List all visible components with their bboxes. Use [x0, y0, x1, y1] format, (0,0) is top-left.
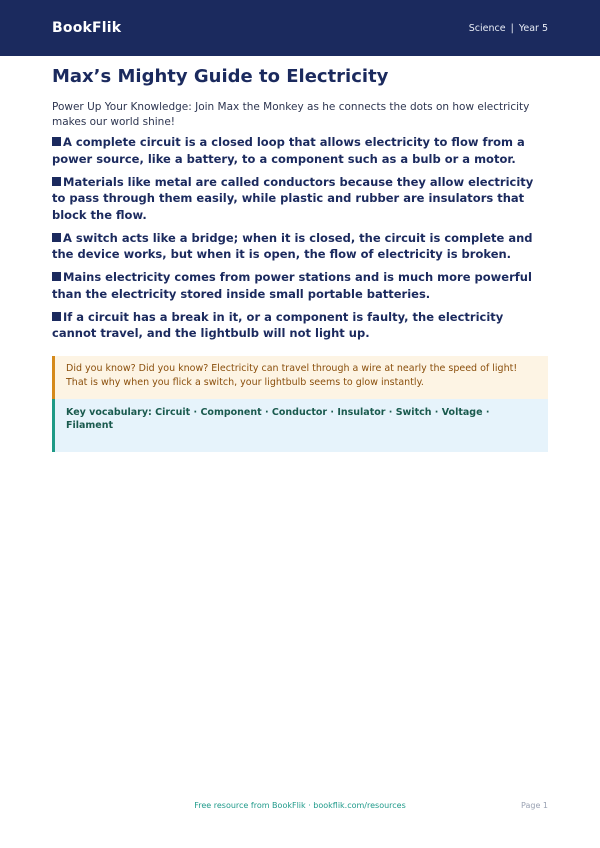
intro-text: Power Up Your Knowledge: Join Max the Monkey as he connects the dots on how electricity makes our world shine!: [52, 101, 530, 128]
fact-text: A complete circuit is a closed loop that allows electricity to flow from a power source, like a battery, to a component such as a bulb or a motor.: [52, 135, 525, 166]
square-bullet-icon: [52, 272, 61, 281]
page-title: Max’s Mighty Guide to Electricity: [52, 66, 389, 87]
fact-text: If a circuit has a break in it, or a component is faulty, the electricity cannot travel, and the lightbulb will not light up.: [52, 309, 504, 340]
footer-resource-link[interactable]: Free resource from BookFlik · bookflik.com/resources: [194, 801, 406, 810]
fact-item: [52, 230, 548, 263]
fact-item: [52, 269, 548, 302]
square-bullet-icon: [52, 312, 61, 321]
subject-label: Science: [468, 22, 506, 34]
key-vocabulary-box: Key vocabulary: Circuit · Component · Conductor · Insulator · Switch · Voltage · Filament: [52, 399, 548, 452]
fact-text: Mains electricity comes from power stations and is much more powerful than the electricity stored inside small portable batteries.: [52, 270, 532, 301]
year-label: Year 5: [518, 22, 548, 34]
brand-logo-text[interactable]: BookFlik: [52, 20, 122, 36]
page-footer: [52, 801, 548, 815]
fact-item: [52, 174, 548, 224]
subject-year-meta: [469, 23, 548, 34]
fact-item: [52, 309, 548, 342]
square-bullet-icon: [52, 177, 61, 186]
did-you-know-callout: Did you know? Did you know? Electricity can travel through a wire at nearly the speed of light! That is why when you flick a switch, your lightbulb seems to glow instantly.: [52, 356, 548, 399]
facts-list: [52, 134, 548, 342]
meta-separator: |: [510, 22, 514, 34]
square-bullet-icon: [52, 233, 61, 242]
top-banner: [0, 0, 600, 56]
fact-text: A switch acts like a bridge; when it is closed, the circuit is complete and the device works, but when it is open, the flow of electricity is broken.: [52, 230, 533, 261]
fact-text: Materials like metal are called conductors because they allow electricity to pass through them easily, while plastic and rubber are insulators that block the flow.: [52, 174, 534, 222]
square-bullet-icon: [52, 137, 61, 146]
page-number: Page 1: [521, 801, 548, 810]
fact-item: [52, 134, 548, 167]
content-area: [0, 56, 600, 452]
